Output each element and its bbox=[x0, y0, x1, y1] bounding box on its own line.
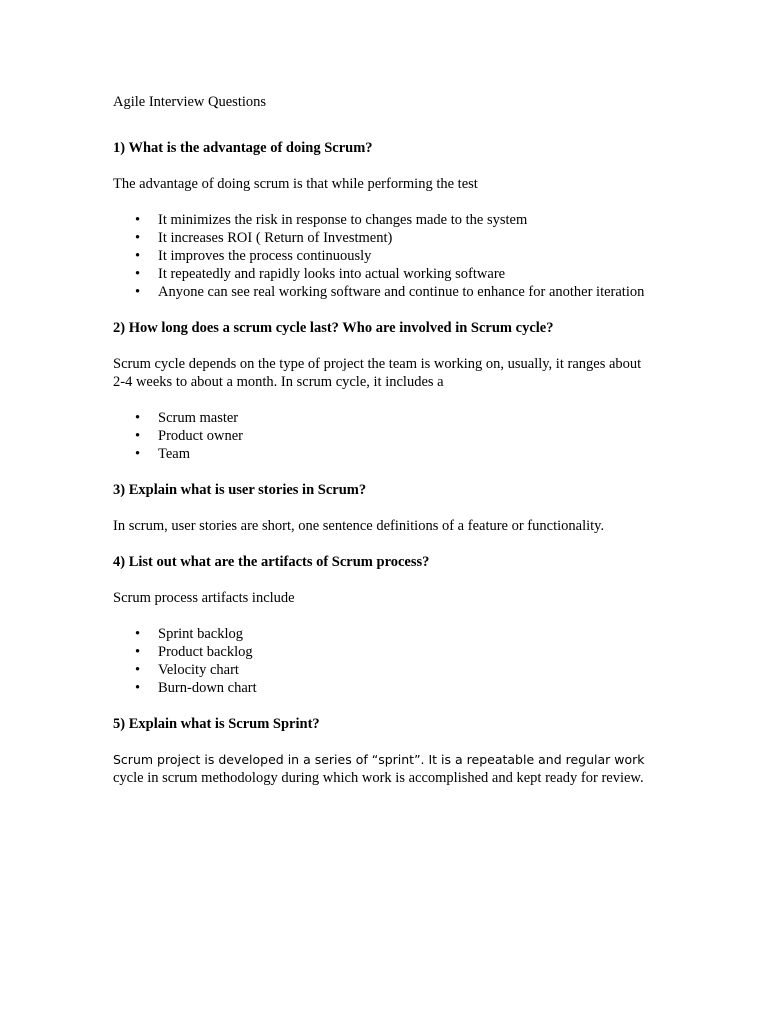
list-item-text: Product backlog bbox=[158, 644, 253, 660]
answer-1-intro: The advantage of doing scrum is that while performing the test bbox=[113, 176, 478, 192]
document-body bbox=[113, 93, 653, 805]
list-item bbox=[113, 445, 653, 463]
list-item-text: Team bbox=[158, 446, 190, 462]
list-item bbox=[113, 661, 653, 679]
answer-5-line-1: Scrum project is developed in a series of “sprint”. It is a repeatable and regular work bbox=[113, 752, 645, 767]
answer-1-list bbox=[113, 211, 653, 301]
list-item-text: Anyone can see real working software and continue to enhance for another iteration bbox=[158, 284, 645, 300]
list-item-text: Product owner bbox=[158, 428, 243, 444]
question-1: 1) What is the advantage of doing Scrum? bbox=[113, 140, 373, 156]
list-item bbox=[113, 283, 653, 301]
bullet-icon: • bbox=[135, 644, 141, 660]
bullet-icon: • bbox=[135, 284, 141, 300]
list-item-text: Velocity chart bbox=[158, 662, 239, 678]
bullet-icon: • bbox=[135, 266, 141, 282]
list-item bbox=[113, 643, 653, 661]
answer-4-list bbox=[113, 625, 653, 697]
list-item bbox=[113, 679, 653, 697]
question-4: 4) List out what are the artifacts of Scrum process? bbox=[113, 554, 430, 570]
list-item-text: It minimizes the risk in response to changes made to the system bbox=[158, 212, 528, 228]
bullet-icon: • bbox=[135, 428, 141, 444]
answer-3-intro: In scrum, user stories are short, one sentence definitions of a feature or functionality. bbox=[113, 518, 605, 534]
bullet-icon: • bbox=[135, 410, 141, 426]
list-item-text: Burn-down chart bbox=[158, 680, 257, 696]
answer-2-list bbox=[113, 409, 653, 463]
document-title: Agile Interview Questions bbox=[113, 94, 267, 110]
list-item bbox=[113, 211, 653, 229]
bullet-icon: • bbox=[135, 212, 141, 228]
bullet-icon: • bbox=[135, 626, 141, 642]
list-item bbox=[113, 247, 653, 265]
list-item-text: It repeatedly and rapidly looks into actual working software bbox=[158, 266, 506, 282]
bullet-icon: • bbox=[135, 680, 141, 696]
bullet-icon: • bbox=[135, 446, 141, 462]
answer-5-line-2: cycle in scrum methodology during which work is accomplished and kept ready for review. bbox=[113, 770, 644, 786]
list-item-text: Scrum master bbox=[158, 410, 239, 426]
bullet-icon: • bbox=[135, 662, 141, 678]
list-item-text: It improves the process continuously bbox=[158, 248, 372, 264]
answer-5-text bbox=[113, 751, 653, 787]
question-3: 3) Explain what is user stories in Scrum? bbox=[113, 482, 367, 498]
list-item-text: It increases ROI ( Return of Investment) bbox=[158, 230, 393, 246]
list-item bbox=[113, 625, 653, 643]
answer-2-intro: Scrum cycle depends on the type of project the team is working on, usually, it ranges about 2-4 weeks to about a month. In scrum cycle, it includes a bbox=[113, 356, 642, 390]
answer-4-intro: Scrum process artifacts include bbox=[113, 590, 295, 606]
list-item bbox=[113, 265, 653, 283]
list-item bbox=[113, 409, 653, 427]
bullet-icon: • bbox=[135, 248, 141, 264]
bullet-icon: • bbox=[135, 230, 141, 246]
list-item-text: Sprint backlog bbox=[158, 626, 243, 642]
question-2: 2) How long does a scrum cycle last? Who are involved in Scrum cycle? bbox=[113, 320, 554, 336]
question-5: 5) Explain what is Scrum Sprint? bbox=[113, 716, 320, 732]
list-item bbox=[113, 427, 653, 445]
list-item bbox=[113, 229, 653, 247]
